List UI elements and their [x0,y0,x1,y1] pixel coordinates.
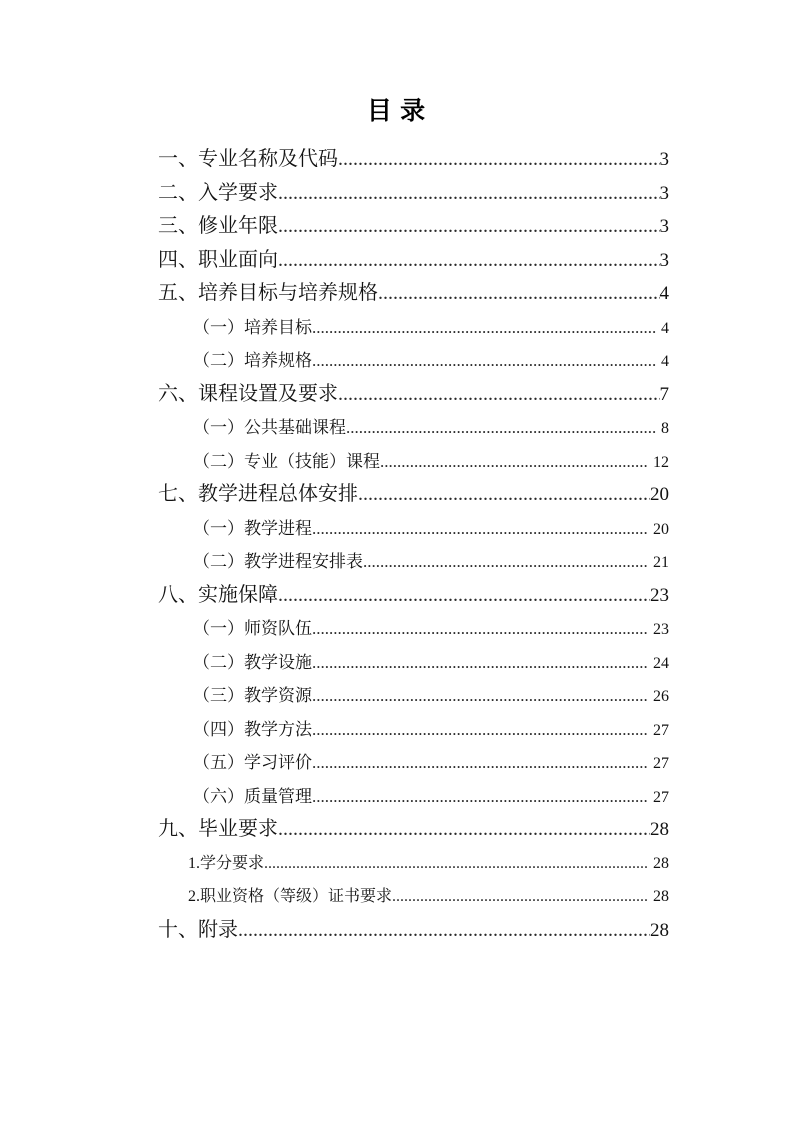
toc-entry[interactable] [158,143,669,177]
toc-entry-page: 3 [659,216,669,237]
table-of-contents [0,143,793,947]
toc-entry-label: （一）师资队伍 [193,619,312,638]
toc-entry-page: 23 [650,584,669,606]
toc-entry-page: 20 [650,484,669,505]
toc-entry[interactable] [158,847,669,881]
toc-entry[interactable] [158,210,669,244]
toc-entry-page: 4 [661,319,669,337]
dot-leader [312,780,648,814]
toc-entry-page: 8 [661,420,669,437]
dot-leader [278,210,660,244]
toc-entry-label: （二）培养规格 [193,351,312,370]
toc-entry[interactable] [158,746,669,780]
dot-leader [278,813,650,847]
toc-entry-page: 28 [653,888,669,905]
dot-leader [312,512,648,546]
toc-entry-page: 3 [659,182,669,204]
toc-entry-label: （五）学习评价 [193,753,312,772]
toc-entry[interactable] [158,344,669,378]
toc-entry[interactable] [158,646,669,680]
dot-leader [312,679,648,713]
dot-leader [338,378,660,412]
dot-leader [238,914,650,948]
toc-entry-page: 3 [659,249,669,271]
toc-entry[interactable] [158,780,669,814]
toc-entry[interactable] [158,813,669,847]
toc-entry-page: 28 [650,919,669,941]
toc-entry[interactable] [158,679,669,713]
toc-entry-page: 20 [653,520,669,538]
toc-entry-label: （一）教学进程 [193,518,312,538]
toc-entry[interactable] [158,244,669,278]
toc-entry-label: （一）培养目标 [193,317,312,337]
dot-leader [378,277,660,311]
toc-entry-label: （二）教学进程安排表 [193,552,363,571]
toc-entry[interactable] [158,445,669,479]
toc-entry-page: 28 [653,854,669,872]
toc-entry-page: 4 [659,283,669,304]
dot-leader [392,880,648,914]
dot-leader [363,545,648,579]
toc-entry-page: 21 [653,554,669,571]
toc-entry-label: 五、培养目标与培养规格 [158,282,378,304]
toc-entry-page: 28 [650,819,669,840]
toc-entry-label: （二）专业（技能）课程 [193,451,380,471]
dot-leader [312,746,648,780]
toc-entry-page: 23 [653,621,669,638]
dot-leader [278,177,660,211]
toc-entry-page: 24 [653,654,669,672]
toc-entry[interactable] [158,612,669,646]
toc-entry[interactable] [158,478,669,512]
toc-entry[interactable] [158,311,669,345]
toc-entry[interactable] [158,880,669,914]
toc-entry-page: 3 [659,149,669,170]
toc-entry[interactable] [158,713,669,747]
dot-leader [312,344,656,378]
toc-entry[interactable] [158,277,669,311]
dot-leader [264,847,648,881]
toc-entry-label: 六、课程设置及要求 [158,382,338,405]
toc-entry-label: 十、附录 [158,918,238,941]
toc-entry-label: （六）质量管理 [193,786,312,806]
toc-entry-label: 四、职业面向 [158,248,278,271]
toc-entry-label: 三、修业年限 [158,215,278,237]
toc-entry-label: 七、教学进程总体安排 [158,483,358,505]
dot-leader [278,579,650,613]
toc-entry-label: （一）公共基础课程 [193,418,346,437]
toc-entry[interactable] [158,579,669,613]
dot-leader [358,478,650,512]
dot-leader [380,445,648,479]
toc-entry-page: 4 [661,353,669,370]
toc-entry-page: 7 [659,383,669,405]
toc-entry-label: 1.学分要求 [188,854,265,872]
dot-leader [312,646,648,680]
toc-entry-label: 2.职业资格（等级）证书要求 [188,888,393,905]
toc-entry[interactable] [158,545,669,579]
dot-leader [312,713,648,747]
dot-leader [278,244,660,278]
page-title: 目 录 [366,98,427,125]
toc-entry[interactable] [158,914,669,948]
toc-entry[interactable] [158,512,669,546]
toc-entry-label: 一、专业名称及代码 [158,148,338,170]
toc-entry-label: 八、实施保障 [158,583,278,606]
toc-entry[interactable] [158,378,669,412]
dot-leader [312,311,656,345]
toc-entry-label: （二）教学设施 [193,652,312,672]
toc-entry[interactable] [158,177,669,211]
toc-entry-label: 九、毕业要求 [158,818,278,840]
toc-entry-page: 27 [653,788,669,806]
dot-leader [312,612,648,646]
toc-entry-page: 12 [653,453,669,471]
toc-entry-page: 27 [653,721,669,739]
toc-entry[interactable] [158,411,669,445]
toc-entry-label: 二、入学要求 [158,181,278,204]
dot-leader [346,411,656,445]
toc-entry-label: （三）教学资源 [193,686,312,705]
toc-entry-page: 26 [653,688,669,705]
toc-entry-label: （四）教学方法 [193,719,312,739]
toc-entry-page: 27 [653,755,669,772]
dot-leader [338,143,660,177]
